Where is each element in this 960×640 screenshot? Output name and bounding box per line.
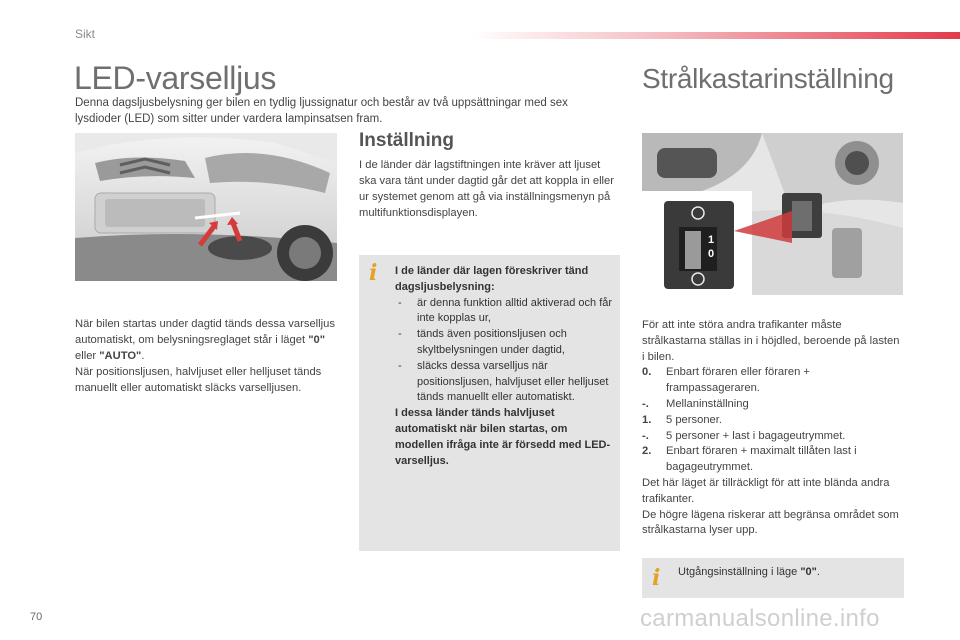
info-box-text bbox=[395, 264, 617, 469]
setting-text: 5 personer. bbox=[666, 413, 722, 426]
page-number: 70 bbox=[30, 611, 43, 623]
setting-text: 5 personer + last i bagageutrymmet. bbox=[666, 429, 846, 442]
setting-key: -. bbox=[642, 397, 649, 410]
info-list bbox=[395, 296, 617, 407]
setting-key: 1. bbox=[642, 413, 652, 426]
setting-row bbox=[642, 413, 904, 429]
setting-text: Enbart föraren eller föraren + frampassageraren. bbox=[666, 366, 810, 395]
setting-row bbox=[642, 397, 904, 413]
note-end: . bbox=[816, 566, 820, 578]
dial-label-0: 0 bbox=[708, 248, 715, 260]
setting-text: Mellaninställning bbox=[666, 397, 749, 410]
dashboard-control-image bbox=[642, 133, 903, 295]
headlamp-title: Strålkastarinställning bbox=[642, 63, 894, 94]
car-front-image bbox=[75, 133, 337, 281]
led-value-auto: "AUTO" bbox=[99, 350, 142, 362]
list-item: - är denna funktion alltid aktiverad och får inte kopplas ur, bbox=[395, 296, 617, 328]
info-icon: i bbox=[652, 565, 661, 591]
info-lead: I de länder där lagen föreskriver tänd dagsljusbelysning: bbox=[395, 265, 589, 293]
list-item: - släcks dessa varselljus när positionsljusen, halvljuset eller helljuset tänds manuellt eller automatiskt. bbox=[395, 359, 617, 406]
section-label: Sikt bbox=[75, 27, 96, 41]
led-text-2: eller bbox=[75, 350, 100, 362]
dial-label-1: 1 bbox=[708, 234, 715, 246]
led-value-0: "0" bbox=[308, 334, 326, 346]
led-text-1: När bilen startas under dagtid tänds dessa varselljus automatiskt, om belysningsreglaget står i läget bbox=[75, 318, 335, 346]
note-text-part: Utgångsinställning i läge bbox=[678, 566, 801, 578]
setting-row bbox=[642, 365, 904, 397]
headlamp-outro-1: Det här läget är tillräckligt för att inte blända andra trafikanter. bbox=[642, 476, 890, 505]
headlamp-intro: För att inte störa andra trafikanter måste strålkastarna ställas in i höjdled, beroende på lasten i bilen. bbox=[642, 319, 900, 363]
headlamp-outro-2: De högre lägena riskerar att begränsa området som strålkastarna lyser upp. bbox=[642, 508, 899, 537]
setting-key: 0. bbox=[642, 366, 652, 379]
led-description bbox=[75, 316, 340, 396]
info-box bbox=[359, 255, 620, 551]
info-closing: I dessa länder tänds halvljuset automatiskt när bilen startas, om modellen ifråga inte är försedd med LED-varselljus. bbox=[395, 407, 611, 467]
setting-text: Enbart föraren + maximalt tillåten last i bagageutrymmet. bbox=[666, 445, 857, 474]
header-accent-line bbox=[470, 32, 960, 39]
setting-key: -. bbox=[642, 429, 649, 442]
led-intro: Denna dagsljusbelysning ger bilen en tydlig ljussignatur och består av två uppsättningar med sex lysdioder (LED) som sitter under vardera lampinsatsen fram. bbox=[75, 97, 568, 125]
led-title: LED-varselljus bbox=[74, 60, 277, 96]
settings-heading: Inställning bbox=[359, 130, 454, 151]
watermark: carmanualsonline.info bbox=[640, 605, 880, 632]
settings-paragraph: I de länder där lagstiftningen inte kräver att ljuset ska vara tänt under dagtid går det att koppla in eller ur systemet genom att gå via inställningsmenyn på multifunktionsdisplayen. bbox=[359, 159, 614, 219]
info-icon: i bbox=[369, 260, 378, 286]
setting-row bbox=[642, 429, 904, 445]
led-text-4: När positionsljusen, halvljuset eller helljuset tänds manuellt eller automatiskt släcks varselljusen. bbox=[75, 366, 322, 394]
note-value: "0" bbox=[800, 566, 817, 578]
led-text-3: . bbox=[141, 350, 145, 362]
headlamp-description bbox=[642, 318, 904, 539]
setting-row bbox=[642, 444, 904, 476]
list-item: - tänds även positionsljusen och skyltbelysningen under dagtid, bbox=[395, 327, 617, 359]
note-box bbox=[642, 558, 904, 598]
setting-key: 2. bbox=[642, 445, 652, 458]
note-text bbox=[678, 566, 820, 578]
